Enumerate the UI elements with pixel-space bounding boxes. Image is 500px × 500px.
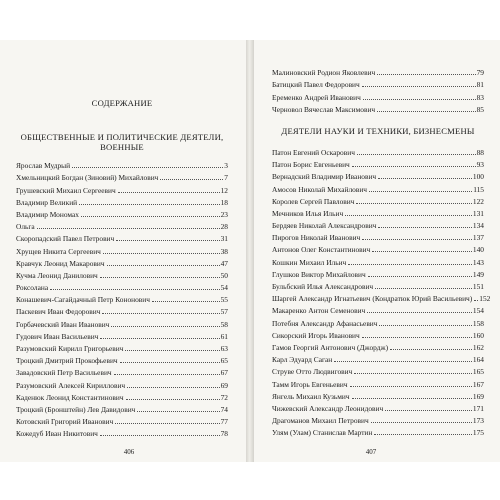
dot-leader	[352, 166, 476, 167]
toc-entry-name: Кожедуб Иван Никитович	[16, 429, 98, 439]
toc-entry-name: Кравчук Леонид Макарович	[16, 258, 105, 268]
toc-entry-name: Паскевич Иван Федорович	[16, 307, 101, 317]
toc-entry	[272, 169, 484, 181]
toc-entry-page: 50	[220, 270, 228, 280]
dot-leader	[356, 203, 471, 204]
left-page	[0, 40, 246, 462]
dot-leader	[348, 264, 472, 265]
toc-entry-name: Мечников Илья Ильич	[272, 208, 344, 218]
toc-entry-name: Завадовский Петр Васильевич	[16, 368, 112, 378]
toc-entry-name: Котовский Григорий Иванович	[16, 417, 114, 427]
toc-entry-name: Гудович Иван Васильевич	[16, 331, 99, 341]
toc-entry-name: Карл Эдуард Саган	[272, 355, 333, 365]
toc-entry-name: Патон Борис Евгеньевич	[272, 160, 350, 170]
toc-entry-page: 57	[220, 307, 228, 317]
toc-entry	[16, 426, 228, 438]
toc-entry	[272, 145, 484, 157]
dot-leader	[372, 251, 472, 252]
contents-title: СОДЕРЖАНИЕ	[91, 98, 153, 108]
dot-leader	[79, 204, 219, 205]
toc-entry	[16, 390, 228, 402]
toc-entry	[272, 242, 484, 254]
toc-entry-name: Скоропадский Павел Петрович	[16, 234, 115, 244]
dot-leader	[100, 338, 219, 339]
toc-entry-name: Макаренко Антон Семенович	[272, 306, 366, 316]
toc-list-left	[16, 158, 228, 438]
dot-leader	[354, 373, 472, 374]
section-title-science: ДЕЯТЕЛИ НАУКИ И ТЕХНИКИ, БИЗНЕСМЕНЫ	[281, 125, 475, 136]
toc-entry	[272, 315, 484, 327]
dot-leader	[375, 288, 472, 289]
toc-entry-page: 122	[472, 196, 484, 206]
dot-leader	[357, 154, 476, 155]
toc-entry-name: Троцкий (Бронштейн) Лев Давидович	[16, 404, 136, 414]
toc-entry	[272, 77, 484, 89]
toc-entry-name: Троцкий Дмитрий Прокофьевич	[16, 356, 118, 366]
toc-entry-page: 63	[220, 344, 228, 353]
toc-entry-page: 79	[476, 68, 484, 78]
toc-entry-page: 137	[472, 233, 484, 243]
dot-leader	[100, 435, 220, 436]
dot-leader	[374, 434, 472, 435]
dot-leader	[103, 253, 220, 254]
toc-entry-page: 38	[220, 246, 228, 256]
toc-entry-name: Кучма Леонид Данилович	[16, 270, 98, 280]
toc-entry	[272, 376, 484, 388]
toc-entry-page: 28	[220, 222, 228, 232]
toc-entry-page: 143	[472, 257, 484, 267]
dot-leader	[350, 386, 472, 387]
toc-entry-name: Разумовский Кирилл Григорьевич	[16, 344, 124, 353]
toc-entry	[272, 102, 484, 114]
dot-leader	[107, 265, 220, 266]
dot-leader	[114, 374, 220, 375]
toc-entry	[272, 194, 484, 206]
page-number-right: 407	[365, 448, 377, 456]
toc-entry-page: 47	[220, 258, 228, 268]
dot-leader	[72, 167, 223, 168]
toc-entry-page: 23	[220, 209, 228, 219]
toc-entry-page: 140	[472, 245, 484, 255]
toc-entry-page: 158	[472, 318, 484, 328]
dot-leader	[115, 423, 219, 424]
toc-entry	[16, 207, 228, 219]
toc-entry-page: 171	[472, 403, 484, 413]
dot-leader	[127, 387, 219, 388]
toc-entry-page: 7	[224, 173, 228, 183]
toc-entry-name: Еременко Андрей Иванович	[272, 92, 361, 102]
toc-list-right	[272, 145, 491, 438]
toc-entry-name: Каденюк Леонид Константинович	[16, 392, 124, 402]
toc-entry-name: Тамм Игорь Евгеньевич	[272, 379, 348, 389]
toc-entry-name: Патон Евгений Оскарович	[272, 147, 355, 157]
toc-entry-page: 162	[472, 342, 484, 352]
toc-entry-name: Ярослав Мудрый	[16, 161, 71, 171]
dot-leader	[111, 326, 219, 327]
toc-entry-name: Чижевский Александр Леонидович	[272, 403, 384, 413]
page-number-left: 406	[123, 448, 135, 456]
toc-entry-page: 78	[220, 429, 228, 439]
toc-entry	[272, 291, 491, 304]
dot-leader	[377, 111, 475, 112]
toc-entry	[272, 181, 484, 193]
toc-entry	[16, 377, 228, 389]
toc-entry-name: Бердяев Николай Александрович	[272, 221, 377, 231]
toc-entry	[16, 195, 228, 207]
toc-entry	[16, 219, 228, 231]
toc-entry-page: 31	[220, 234, 228, 244]
toc-entry-name: Малиновский Родион Яковлевич	[272, 68, 376, 78]
toc-entry-page: 131	[472, 208, 484, 218]
dot-leader	[100, 277, 220, 278]
toc-entry-name: Глушков Виктор Михайлович	[272, 269, 366, 279]
toc-entry-page: 61	[220, 331, 228, 341]
dot-leader	[37, 228, 220, 229]
toc-entry-page: 169	[472, 391, 484, 401]
toc-entry-page: 164	[472, 355, 484, 365]
toc-entry	[16, 365, 228, 377]
toc-entry-page: 154	[472, 306, 484, 316]
toc-entry-page: 65	[220, 356, 228, 366]
toc-entry-page: 55	[220, 295, 228, 305]
toc-entry	[16, 231, 228, 243]
toc-entry-page: 115	[473, 184, 484, 194]
toc-entry-page: 173	[472, 416, 484, 426]
section-title-public-figures: ОБЩЕСТВЕННЫЕ И ПОЛИТИЧЕСКИЕ ДЕЯТЕЛИ, ВОЕННЫЕ	[20, 132, 224, 152]
dot-leader	[371, 422, 472, 423]
dot-leader	[378, 227, 472, 228]
toc-entry-page: 134	[472, 221, 484, 231]
toc-entry	[272, 303, 484, 315]
toc-entry-name: Королев Сергей Павлович	[272, 196, 355, 206]
dot-leader	[125, 350, 219, 351]
toc-entry-page: 54	[220, 283, 228, 293]
toc-entry	[272, 254, 484, 266]
toc-entry-name: Хрущев Никита Сергеевич	[16, 246, 101, 256]
toc-entry-name: Роксолана	[16, 283, 49, 293]
toc-entry	[16, 414, 228, 426]
toc-entry	[16, 158, 228, 170]
dot-leader	[334, 361, 472, 362]
toc-entry	[16, 268, 228, 280]
toc-entry	[272, 364, 484, 376]
dot-leader	[160, 179, 223, 180]
dot-leader	[50, 289, 219, 290]
toc-entry	[272, 340, 484, 352]
toc-entry	[272, 425, 484, 437]
toc-entry	[272, 279, 484, 291]
toc-entry-page: 151	[472, 282, 484, 291]
toc-entry-page: 93	[476, 160, 484, 170]
toc-entry-page: 167	[472, 379, 484, 389]
toc-entry	[16, 341, 228, 353]
toc-entry-name: Шаргей Александр Игнатьевич (Кондратюк Юрий Васильевич)	[272, 294, 473, 304]
dot-leader	[369, 191, 472, 192]
dot-leader	[362, 337, 472, 338]
toc-entry	[16, 256, 228, 268]
toc-entry	[16, 280, 228, 292]
toc-entry-name: Янгель Михаил Кузьмич	[272, 391, 350, 401]
toc-entry-name: Струве Отто Людвигович	[272, 367, 353, 377]
dot-leader	[102, 313, 219, 314]
toc-entry-page: 152	[479, 294, 491, 304]
dot-leader	[379, 325, 471, 326]
toc-entry-name: Хмельницкий Богдан (Зиновий) Михайлович	[16, 173, 159, 183]
toc-entry-name: Улям (Улам) Станислав Мартин	[272, 428, 373, 438]
toc-entry-name: Сикорский Игорь Иванович	[272, 330, 360, 340]
dot-leader	[137, 411, 219, 412]
toc-entry	[16, 353, 228, 365]
dot-leader	[352, 398, 472, 399]
toc-entry	[272, 218, 484, 230]
toc-entry-page: 83	[476, 92, 484, 102]
toc-entry-name: Ольга	[16, 222, 35, 232]
dot-leader	[120, 362, 220, 363]
toc-entry-page: 160	[472, 330, 484, 340]
toc-entry	[16, 402, 228, 414]
toc-entry-name: Потебня Александр Афанасьевич	[272, 318, 378, 328]
toc-entry-name: Драгоманов Михаил Петрович	[272, 416, 369, 426]
dot-leader	[345, 215, 472, 216]
toc-entry-page: 58	[220, 319, 228, 329]
toc-entry-name: Конашевич-Сагайдачный Петр Кононович	[16, 295, 150, 305]
toc-entry	[272, 206, 484, 218]
right-page	[254, 40, 500, 462]
dot-leader	[363, 99, 476, 100]
toc-entry	[272, 413, 484, 425]
toc-entry	[272, 89, 484, 101]
toc-entry-name: Владимир Мономах	[16, 209, 79, 219]
toc-entry	[16, 243, 228, 255]
toc-entry-name: Горбачевский Иван Иванович	[16, 319, 110, 329]
toc-entry	[272, 389, 484, 401]
dot-leader	[126, 399, 220, 400]
toc-entry-name: Кошкин Михаил Ильич	[272, 257, 347, 267]
toc-entry-page: 12	[220, 185, 228, 195]
dot-leader	[474, 300, 478, 301]
toc-entry	[272, 352, 484, 364]
toc-entry-name: Батицкий Павел Федорович	[272, 80, 360, 90]
dot-leader	[385, 410, 472, 411]
toc-entry	[272, 230, 484, 242]
toc-entry-page: 74	[220, 404, 228, 414]
toc-entry-name: Владимир Великий	[16, 197, 78, 207]
toc-entry	[272, 65, 484, 77]
toc-entry-page: 3	[224, 161, 228, 171]
toc-entry-page: 72	[220, 392, 228, 402]
toc-entry-page: 149	[472, 269, 484, 279]
toc-entry-name: Разумовский Алексей Кириллович	[16, 380, 126, 390]
toc-list-right-top	[272, 40, 484, 114]
toc-entry	[16, 170, 228, 182]
toc-entry	[16, 304, 228, 316]
dot-leader	[362, 86, 476, 87]
dot-leader	[152, 301, 220, 302]
toc-entry	[272, 401, 484, 413]
toc-entry-name: Гамов Георгий Антонович (Джордж)	[272, 342, 389, 352]
toc-entry-name: Пирогов Николай Иванович	[272, 233, 361, 243]
dot-leader	[378, 178, 472, 179]
dot-leader	[362, 239, 472, 240]
toc-entry-name: Черновол Вячеслав Максимович	[272, 104, 376, 114]
dot-leader	[116, 240, 219, 241]
toc-entry	[16, 316, 228, 328]
toc-entry	[272, 267, 484, 279]
toc-entry	[272, 157, 484, 169]
toc-entry-name: Вернадский Владимир Иванович	[272, 172, 377, 182]
toc-entry-name: Грушевский Михаил Сергеевич	[16, 185, 116, 195]
toc-entry-page: 88	[476, 147, 484, 157]
toc-entry-page: 100	[472, 172, 484, 182]
toc-entry	[16, 182, 228, 194]
toc-entry	[16, 292, 228, 304]
dot-leader	[81, 216, 220, 217]
toc-entry-page: 175	[472, 428, 484, 438]
toc-entry-page: 85	[476, 104, 484, 114]
toc-entry-page: 67	[220, 368, 228, 378]
toc-entry-name: Амосов Николай Михайлович	[272, 184, 367, 194]
dot-leader	[390, 349, 472, 350]
dot-leader	[368, 276, 472, 277]
dot-leader	[367, 312, 472, 313]
toc-entry-name: Бульбский Илья Александрович	[272, 282, 374, 291]
toc-entry-page: 77	[220, 417, 228, 427]
toc-entry	[272, 328, 484, 340]
toc-entry-page: 18	[220, 197, 228, 207]
toc-entry-name: Антонов Олег Константинович	[272, 245, 371, 255]
dot-leader	[118, 192, 220, 193]
toc-entry-page: 165	[472, 367, 484, 377]
toc-entry	[16, 329, 228, 341]
dot-leader	[377, 74, 475, 75]
toc-entry-page: 69	[220, 380, 228, 390]
book-gutter	[246, 40, 254, 462]
toc-entry-page: 81	[476, 80, 484, 90]
